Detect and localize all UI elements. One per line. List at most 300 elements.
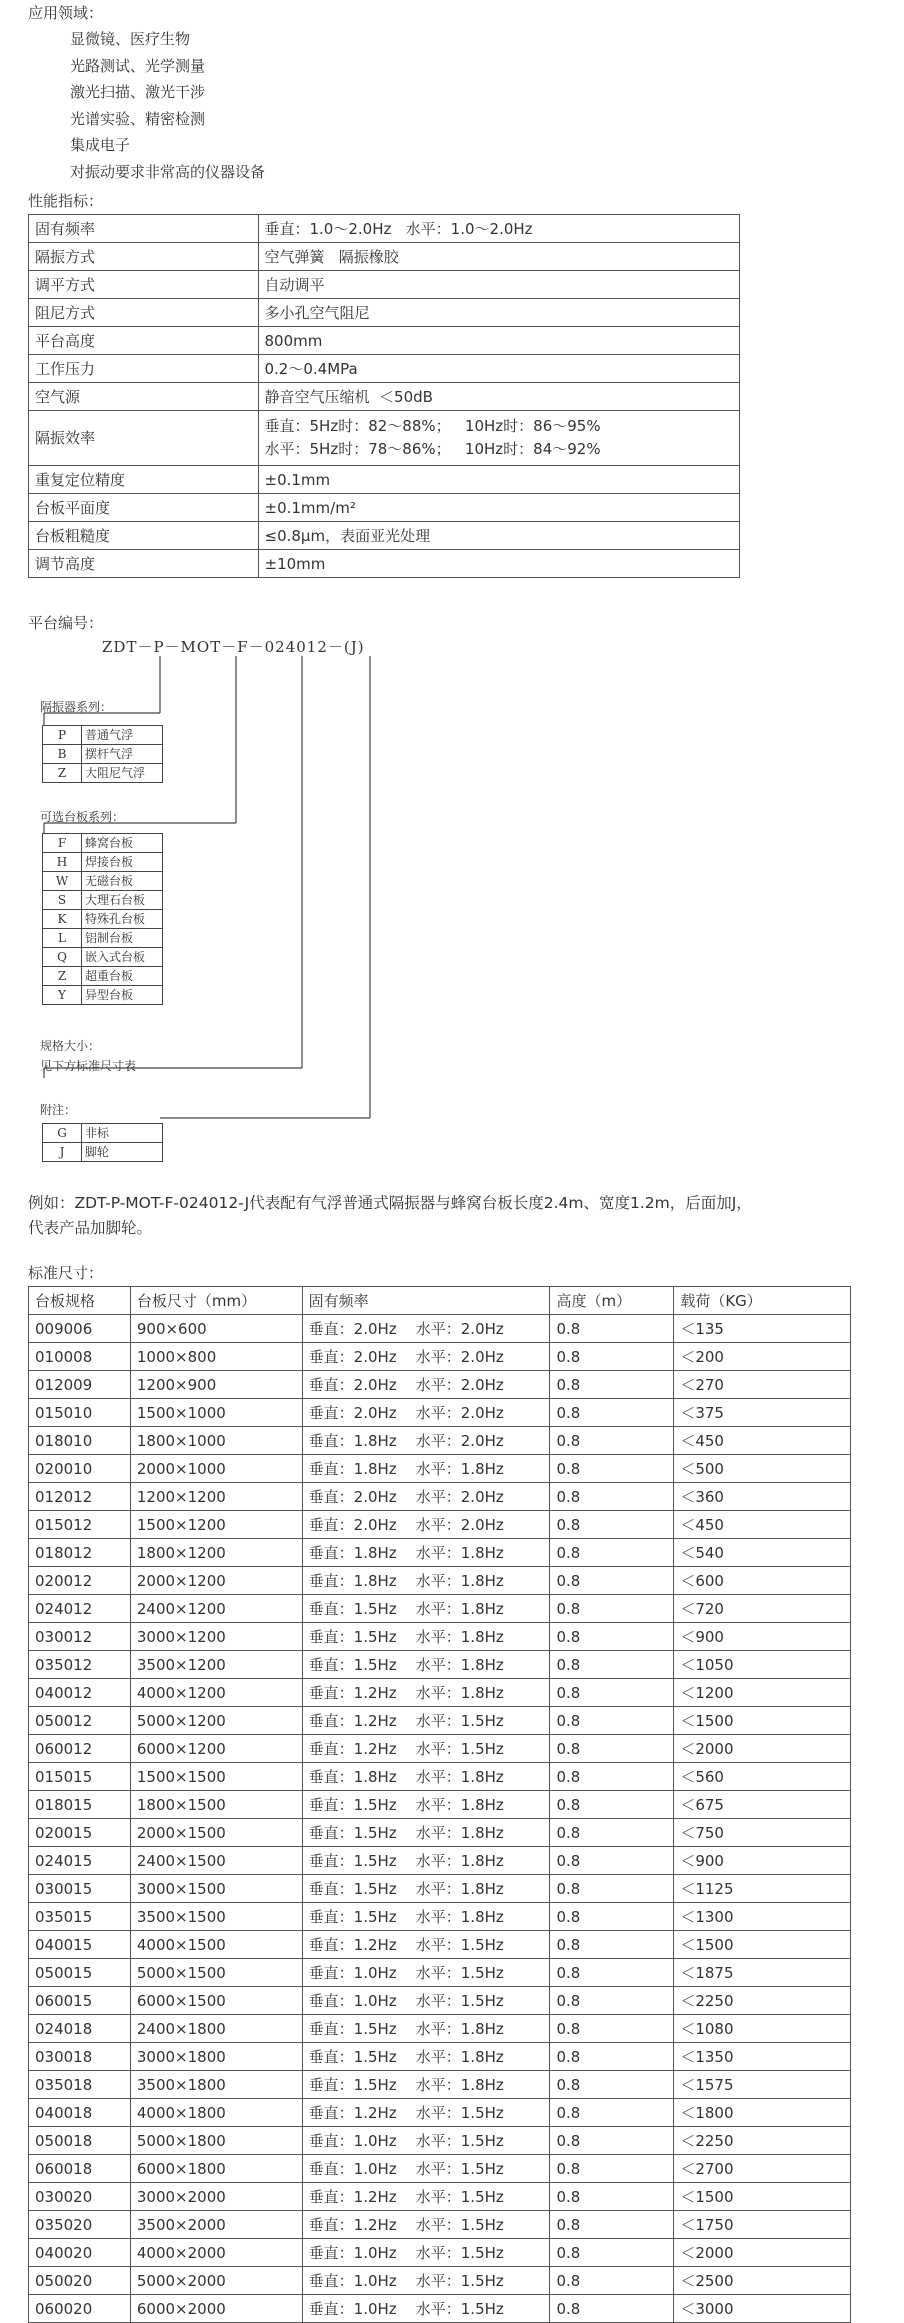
spec-value: ±0.1mm — [258, 466, 740, 494]
sizes-cell: 0.8 — [550, 1931, 674, 1959]
code-meaning: 脚轮 — [82, 1143, 163, 1162]
sizes-cell: ＜1200 — [674, 1679, 851, 1707]
sizes-cell: 2000×1200 — [130, 1567, 302, 1595]
sizes-row — [29, 1735, 851, 1763]
sizes-row — [29, 1595, 851, 1623]
sizes-cell: ＜720 — [674, 1595, 851, 1623]
sizes-cell: ＜360 — [674, 1483, 851, 1511]
sizes-cell: 020012 — [29, 1567, 131, 1595]
isolator-series-table — [42, 725, 163, 783]
code-letter: J — [43, 1143, 82, 1162]
application-item: 光路测试、光学测量 — [70, 56, 206, 75]
sizes-cell: 2000×1000 — [130, 1455, 302, 1483]
isolator-series-title: 隔振器系列： — [40, 700, 113, 714]
sizes-cell: 018015 — [29, 1791, 131, 1819]
sizes-row — [29, 2043, 851, 2071]
sizes-cell: 0.8 — [550, 1679, 674, 1707]
spec-key: 工作压力 — [29, 355, 259, 383]
sizes-cell: 035015 — [29, 1903, 131, 1931]
sizes-cell: 垂直：1.2Hz 水平：1.5Hz — [302, 2211, 550, 2239]
sizes-row — [29, 2295, 851, 2323]
sizes-cell: 0.8 — [550, 2127, 674, 2155]
application-item: 集成电子 — [70, 136, 131, 154]
code-meaning: 超重台板 — [82, 967, 163, 986]
sizes-cell: 035012 — [29, 1651, 131, 1679]
sizes-cell: 5000×1200 — [130, 1707, 302, 1735]
code-letter: H — [43, 853, 82, 872]
sizes-cell: 垂直：1.0Hz 水平：1.5Hz — [302, 2155, 550, 2183]
sizes-cell: 0.8 — [550, 2239, 674, 2267]
sizes-row — [29, 1539, 851, 1567]
sizes-cell: ＜2700 — [674, 2155, 851, 2183]
sizes-cell: 050012 — [29, 1707, 131, 1735]
sizes-cell: ＜1080 — [674, 2015, 851, 2043]
sizes-cell: 垂直：1.2Hz 水平：1.5Hz — [302, 1735, 550, 1763]
sizes-cell: 015015 — [29, 1763, 131, 1791]
sizes-cell: 垂直：1.0Hz 水平：1.5Hz — [302, 2295, 550, 2323]
code-meaning: 大阻尼气浮 — [82, 764, 163, 783]
sizes-header-cell: 台板尺寸（mm） — [130, 1287, 302, 1315]
sizes-row — [29, 1427, 851, 1455]
sizes-cell: 垂直：2.0Hz 水平：2.0Hz — [302, 1343, 550, 1371]
sizes-cell: 1800×1000 — [130, 1427, 302, 1455]
code-row — [43, 834, 163, 853]
sizes-cell: ＜1500 — [674, 1707, 851, 1735]
extra-table — [42, 1123, 163, 1162]
sizes-cell: ＜675 — [674, 1791, 851, 1819]
sizes-cell: 垂直：1.5Hz 水平：1.8Hz — [302, 1623, 550, 1651]
sizes-cell: 垂直：1.8Hz 水平：1.8Hz — [302, 1539, 550, 1567]
application-item: 显微镜、医疗生物 — [70, 30, 191, 48]
spec-value: 多小孔空气阻尼 — [258, 299, 740, 327]
sizes-cell: 1200×900 — [130, 1371, 302, 1399]
sizes-cell: 050020 — [29, 2267, 131, 2295]
sizes-cell: 垂直：1.5Hz 水平：1.8Hz — [302, 1595, 550, 1623]
sizes-cell: 015010 — [29, 1399, 131, 1427]
code-letter: L — [43, 929, 82, 948]
coding-title: 平台编号： — [28, 614, 104, 632]
example-line-2: 代表产品加脚轮。 — [28, 1219, 153, 1237]
sizes-cell: 040018 — [29, 2099, 131, 2127]
sizes-cell: 0.8 — [550, 2099, 674, 2127]
sizes-row — [29, 2099, 851, 2127]
code-meaning: 大理石台板 — [82, 891, 163, 910]
sizes-title: 标准尺寸： — [28, 1264, 104, 1282]
spec-value: 0.2～0.4MPa — [258, 355, 740, 383]
sizes-cell: 4000×1800 — [130, 2099, 302, 2127]
sizes-header-cell: 台板规格 — [29, 1287, 131, 1315]
code-letter: Q — [43, 948, 82, 967]
spec-key: 台板粗糙度 — [29, 522, 259, 550]
code-letter: K — [43, 910, 82, 929]
code-row — [43, 967, 163, 986]
sizes-cell: 018010 — [29, 1427, 131, 1455]
sizes-cell: 3500×2000 — [130, 2211, 302, 2239]
sizes-row — [29, 1763, 851, 1791]
spec-value-line: 垂直：5Hz时：82～88%； 10Hz时：86～95% — [264, 417, 601, 435]
sizes-cell: ＜750 — [674, 1819, 851, 1847]
code-row — [43, 745, 163, 764]
sizes-cell: 0.8 — [550, 1903, 674, 1931]
sizes-row — [29, 2211, 851, 2239]
sizes-cell: ＜2000 — [674, 2239, 851, 2267]
sizes-cell: 0.8 — [550, 1455, 674, 1483]
sizes-cell: 0.8 — [550, 1315, 674, 1343]
sizes-cell: 030020 — [29, 2183, 131, 2211]
sizes-cell: 4000×1200 — [130, 1679, 302, 1707]
code-meaning: 无磁台板 — [82, 872, 163, 891]
sizes-row — [29, 1847, 851, 1875]
spec-key: 调平方式 — [29, 271, 259, 299]
sizes-cell: 4000×1500 — [130, 1931, 302, 1959]
spec-key: 固有频率 — [29, 215, 259, 243]
sizes-cell: 050018 — [29, 2127, 131, 2155]
code-letter: G — [43, 1124, 82, 1143]
spec-key: 平台高度 — [29, 327, 259, 355]
sizes-cell: 0.8 — [550, 1763, 674, 1791]
sizes-row — [29, 1987, 851, 2015]
sizes-cell: ＜450 — [674, 1427, 851, 1455]
sizes-cell: 1500×1000 — [130, 1399, 302, 1427]
sizes-cell: 1500×1500 — [130, 1763, 302, 1791]
sizes-cell: 0.8 — [550, 1483, 674, 1511]
sizes-row — [29, 2155, 851, 2183]
sizes-cell: ＜2250 — [674, 2127, 851, 2155]
spec-key: 重复定位精度 — [29, 466, 259, 494]
sizes-cell: ＜900 — [674, 1847, 851, 1875]
sizes-cell: 2400×1200 — [130, 1595, 302, 1623]
sizes-cell: ＜500 — [674, 1455, 851, 1483]
sizes-cell: 0.8 — [550, 2267, 674, 2295]
code-meaning: 非标 — [82, 1124, 163, 1143]
sizes-cell: ＜560 — [674, 1763, 851, 1791]
sizes-cell: 0.8 — [550, 2183, 674, 2211]
sizes-cell: 040012 — [29, 1679, 131, 1707]
sizes-cell: 0.8 — [550, 1567, 674, 1595]
spec-value: ±0.1mm/m² — [258, 494, 740, 522]
sizes-row — [29, 1791, 851, 1819]
sizes-cell: 垂直：1.0Hz 水平：1.5Hz — [302, 1959, 550, 1987]
sizes-cell: 0.8 — [550, 1735, 674, 1763]
sizes-cell: 垂直：1.5Hz 水平：1.8Hz — [302, 1903, 550, 1931]
sizes-cell: 060018 — [29, 2155, 131, 2183]
code-letter: Y — [43, 986, 82, 1005]
sizes-cell: 垂直：2.0Hz 水平：2.0Hz — [302, 1371, 550, 1399]
sizes-cell: 3000×1800 — [130, 2043, 302, 2071]
sizes-cell: 垂直：1.0Hz 水平：1.5Hz — [302, 2127, 550, 2155]
sizes-cell: 1800×1500 — [130, 1791, 302, 1819]
sizes-header-cell: 载荷（KG） — [674, 1287, 851, 1315]
sizes-cell: 030012 — [29, 1623, 131, 1651]
model-code: ZDT－P－MOT－F－024012－(J) — [102, 638, 365, 656]
sizes-cell: 垂直：1.2Hz 水平：1.5Hz — [302, 2099, 550, 2127]
sizes-cell: 6000×1200 — [130, 1735, 302, 1763]
sizes-row — [29, 1511, 851, 1539]
sizes-cell: ＜1875 — [674, 1959, 851, 1987]
sizes-cell: ＜1350 — [674, 2043, 851, 2071]
code-letter: Z — [43, 967, 82, 986]
sizes-cell: ＜375 — [674, 1399, 851, 1427]
size-title: 规格大小： — [40, 1039, 101, 1053]
sizes-cell: 0.8 — [550, 2211, 674, 2239]
sizes-cell: 060020 — [29, 2295, 131, 2323]
code-meaning: 焊接台板 — [82, 853, 163, 872]
sizes-cell: 009006 — [29, 1315, 131, 1343]
sizes-cell: 垂直：2.0Hz 水平：2.0Hz — [302, 1483, 550, 1511]
sizes-cell: 6000×2000 — [130, 2295, 302, 2323]
sizes-cell: 0.8 — [550, 2295, 674, 2323]
sizes-row — [29, 1343, 851, 1371]
sizes-cell: 垂直：1.5Hz 水平：1.8Hz — [302, 2043, 550, 2071]
sizes-row — [29, 1455, 851, 1483]
code-row — [43, 872, 163, 891]
sizes-cell: 5000×2000 — [130, 2267, 302, 2295]
sizes-cell: 垂直：1.0Hz 水平：1.5Hz — [302, 2239, 550, 2267]
code-meaning: 摆杆气浮 — [82, 745, 163, 764]
sizes-cell: 3000×2000 — [130, 2183, 302, 2211]
spec-value: ±10mm — [258, 550, 740, 578]
sizes-cell: 垂直：1.0Hz 水平：1.5Hz — [302, 1987, 550, 2015]
sizes-row — [29, 2015, 851, 2043]
application-item: 光谱实验、精密检测 — [70, 109, 206, 128]
sizes-cell: 060015 — [29, 1987, 131, 2015]
sizes-cell: 5000×1800 — [130, 2127, 302, 2155]
code-row — [43, 1143, 163, 1162]
sizes-cell: 900×600 — [130, 1315, 302, 1343]
sizes-cell: 6000×1500 — [130, 1987, 302, 2015]
sizes-cell: 垂直：1.2Hz 水平：1.8Hz — [302, 1679, 550, 1707]
sizes-cell: 0.8 — [550, 1511, 674, 1539]
sizes-cell: 垂直：1.5Hz 水平：1.8Hz — [302, 1791, 550, 1819]
code-letter: B — [43, 745, 82, 764]
sizes-row — [29, 1931, 851, 1959]
code-letter: F — [43, 834, 82, 853]
code-row — [43, 891, 163, 910]
sizes-cell: 020015 — [29, 1819, 131, 1847]
sizes-cell: 2400×1500 — [130, 1847, 302, 1875]
sizes-cell: 垂直：1.8Hz 水平：2.0Hz — [302, 1427, 550, 1455]
code-meaning: 蜂窝台板 — [82, 834, 163, 853]
spec-value: 自动调平 — [258, 271, 740, 299]
sizes-cell: ＜1500 — [674, 2183, 851, 2211]
sizes-cell: 030015 — [29, 1875, 131, 1903]
example-line-1: 例如：ZDT-P-MOT-F-024012-J代表配有气浮普通式隔振器与蜂窝台板长度2.4m、宽度1.2m，后面加J， — [28, 1194, 752, 1212]
sizes-cell: 020010 — [29, 1455, 131, 1483]
sizes-cell: 5000×1500 — [130, 1959, 302, 1987]
sizes-cell: ＜1125 — [674, 1875, 851, 1903]
extra-title: 附注： — [40, 1103, 77, 1117]
code-letter: P — [43, 726, 82, 745]
sizes-cell: ＜2250 — [674, 1987, 851, 2015]
sizes-cell: ＜2500 — [674, 2267, 851, 2295]
spec-key: 调节高度 — [29, 550, 259, 578]
code-row — [43, 726, 163, 745]
sizes-cell: 3500×1500 — [130, 1903, 302, 1931]
sizes-cell: 0.8 — [550, 1875, 674, 1903]
sizes-cell: 1200×1200 — [130, 1483, 302, 1511]
code-row — [43, 929, 163, 948]
sizes-cell: ＜1750 — [674, 2211, 851, 2239]
sizes-row — [29, 2239, 851, 2267]
sizes-cell: 垂直：2.0Hz 水平：2.0Hz — [302, 1315, 550, 1343]
sizes-cell: 3500×1200 — [130, 1651, 302, 1679]
sizes-row — [29, 1819, 851, 1847]
sizes-cell: 0.8 — [550, 1819, 674, 1847]
sizes-cell: 垂直：1.5Hz 水平：1.8Hz — [302, 1819, 550, 1847]
sizes-cell: ＜1575 — [674, 2071, 851, 2099]
sizes-cell: 024018 — [29, 2015, 131, 2043]
sizes-cell: 0.8 — [550, 1791, 674, 1819]
sizes-cell: ＜1500 — [674, 1931, 851, 1959]
sizes-cell: 040020 — [29, 2239, 131, 2267]
sizes-cell: ＜1800 — [674, 2099, 851, 2127]
code-row — [43, 764, 163, 783]
sizes-cell: 0.8 — [550, 1651, 674, 1679]
spec-value: 垂直：1.0～2.0Hz 水平：1.0～2.0Hz — [258, 215, 740, 243]
sizes-cell: 6000×1800 — [130, 2155, 302, 2183]
sizes-cell: 0.8 — [550, 2015, 674, 2043]
spec-value: 静音空气压缩机 ＜50dB — [258, 383, 740, 411]
sizes-cell: 0.8 — [550, 1539, 674, 1567]
spec-value: 800mm — [258, 327, 740, 355]
sizes-row — [29, 1567, 851, 1595]
sizes-cell: ＜1300 — [674, 1903, 851, 1931]
sizes-cell: 0.8 — [550, 1595, 674, 1623]
board-series-table — [42, 833, 163, 1005]
applications-title: 应用领域： — [28, 4, 104, 22]
specs-title: 性能指标： — [28, 192, 104, 210]
sizes-cell: 012012 — [29, 1483, 131, 1511]
sizes-cell: 0.8 — [550, 2043, 674, 2071]
sizes-cell: 垂直：1.5Hz 水平：1.8Hz — [302, 1875, 550, 1903]
sizes-cell: 垂直：1.0Hz 水平：1.5Hz — [302, 2267, 550, 2295]
sizes-cell: 050015 — [29, 1959, 131, 1987]
sizes-cell: 垂直：2.0Hz 水平：2.0Hz — [302, 1511, 550, 1539]
code-row — [43, 986, 163, 1005]
spec-value: ≤0.8μm，表面亚光处理 — [258, 522, 740, 550]
sizes-row — [29, 1483, 851, 1511]
sizes-cell: 0.8 — [550, 1959, 674, 1987]
sizes-row — [29, 1623, 851, 1651]
sizes-cell: 0.8 — [550, 1427, 674, 1455]
code-meaning: 特殊孔台板 — [82, 910, 163, 929]
spec-key: 阻尼方式 — [29, 299, 259, 327]
sizes-cell: 018012 — [29, 1539, 131, 1567]
sizes-row — [29, 2183, 851, 2211]
sizes-cell: 0.8 — [550, 1623, 674, 1651]
spec-value: 空气弹簧 隔振橡胶 — [258, 243, 740, 271]
sizes-cell: 垂直：2.0Hz 水平：2.0Hz — [302, 1399, 550, 1427]
sizes-cell: 040015 — [29, 1931, 131, 1959]
sizes-cell: 0.8 — [550, 1847, 674, 1875]
sizes-cell: 垂直：1.5Hz 水平：1.8Hz — [302, 1847, 550, 1875]
sizes-cell: ＜540 — [674, 1539, 851, 1567]
spec-value-line: 水平：5Hz时：78～86%； 10Hz时：84～92% — [264, 440, 601, 458]
sizes-row — [29, 1399, 851, 1427]
sizes-row — [29, 2071, 851, 2099]
sizes-cell: 1800×1200 — [130, 1539, 302, 1567]
sizes-cell: 024015 — [29, 1847, 131, 1875]
sizes-cell: 垂直：1.8Hz 水平：1.8Hz — [302, 1455, 550, 1483]
sizes-cell: ＜600 — [674, 1567, 851, 1595]
sizes-cell: ＜270 — [674, 1371, 851, 1399]
sizes-cell: ＜450 — [674, 1511, 851, 1539]
sizes-row — [29, 1315, 851, 1343]
code-letter: W — [43, 872, 82, 891]
sizes-cell: ＜135 — [674, 1315, 851, 1343]
application-item: 对振动要求非常高的仪器设备 — [70, 162, 266, 181]
sizes-cell: 垂直：1.2Hz 水平：1.5Hz — [302, 2183, 550, 2211]
sizes-cell: 035018 — [29, 2071, 131, 2099]
sizes-row — [29, 2267, 851, 2295]
sizes-cell: ＜1050 — [674, 1651, 851, 1679]
sizes-cell: ＜900 — [674, 1623, 851, 1651]
sizes-row — [29, 1959, 851, 1987]
spec-key: 隔振方式 — [29, 243, 259, 271]
sizes-cell: 0.8 — [550, 1371, 674, 1399]
code-meaning: 普通气浮 — [82, 726, 163, 745]
sizes-cell: 015012 — [29, 1511, 131, 1539]
sizes-cell: ＜200 — [674, 1343, 851, 1371]
sizes-cell: 0.8 — [550, 1707, 674, 1735]
sizes-cell: 0.8 — [550, 1399, 674, 1427]
sizes-table — [28, 1286, 851, 2323]
code-meaning: 异型台板 — [82, 986, 163, 1005]
code-row — [43, 910, 163, 929]
sizes-cell: 垂直：1.2Hz 水平：1.5Hz — [302, 1931, 550, 1959]
sizes-cell: 垂直：1.5Hz 水平：1.8Hz — [302, 1651, 550, 1679]
sizes-cell: 1500×1200 — [130, 1511, 302, 1539]
sizes-cell: 3000×1500 — [130, 1875, 302, 1903]
sizes-row — [29, 1875, 851, 1903]
sizes-cell: 3000×1200 — [130, 1623, 302, 1651]
sizes-cell: 0.8 — [550, 2071, 674, 2099]
sizes-cell: 0.8 — [550, 1343, 674, 1371]
sizes-header-row — [29, 1287, 851, 1315]
sizes-cell: 012009 — [29, 1371, 131, 1399]
sizes-cell: 垂直：1.2Hz 水平：1.5Hz — [302, 1707, 550, 1735]
sizes-cell: 3500×1800 — [130, 2071, 302, 2099]
sizes-row — [29, 1903, 851, 1931]
sizes-cell: 0.8 — [550, 1987, 674, 2015]
code-meaning: 铝制台板 — [82, 929, 163, 948]
sizes-cell: 垂直：1.5Hz 水平：1.8Hz — [302, 2071, 550, 2099]
code-letter: S — [43, 891, 82, 910]
sizes-row — [29, 1679, 851, 1707]
size-note: 见下方标准尺寸表 — [40, 1059, 137, 1073]
sizes-cell: 2000×1500 — [130, 1819, 302, 1847]
sizes-cell: 010008 — [29, 1343, 131, 1371]
spec-key: 台板平面度 — [29, 494, 259, 522]
application-item: 激光扫描、激光干涉 — [70, 83, 206, 101]
sizes-row — [29, 1707, 851, 1735]
spec-key: 隔振效率 — [29, 411, 259, 466]
sizes-cell: 4000×2000 — [130, 2239, 302, 2267]
code-letter: Z — [43, 764, 82, 783]
sizes-cell: 1000×800 — [130, 1343, 302, 1371]
sizes-header-cell: 高度（m） — [550, 1287, 674, 1315]
sizes-cell: 0.8 — [550, 2155, 674, 2183]
sizes-cell: 2400×1800 — [130, 2015, 302, 2043]
sizes-cell: 垂直：1.5Hz 水平：1.8Hz — [302, 2015, 550, 2043]
spec-key: 空气源 — [29, 383, 259, 411]
sizes-row — [29, 1371, 851, 1399]
sizes-header-cell: 固有频率 — [302, 1287, 550, 1315]
sizes-row — [29, 1651, 851, 1679]
code-meaning: 嵌入式台板 — [82, 948, 163, 967]
code-row — [43, 1124, 163, 1143]
sizes-cell: 030018 — [29, 2043, 131, 2071]
